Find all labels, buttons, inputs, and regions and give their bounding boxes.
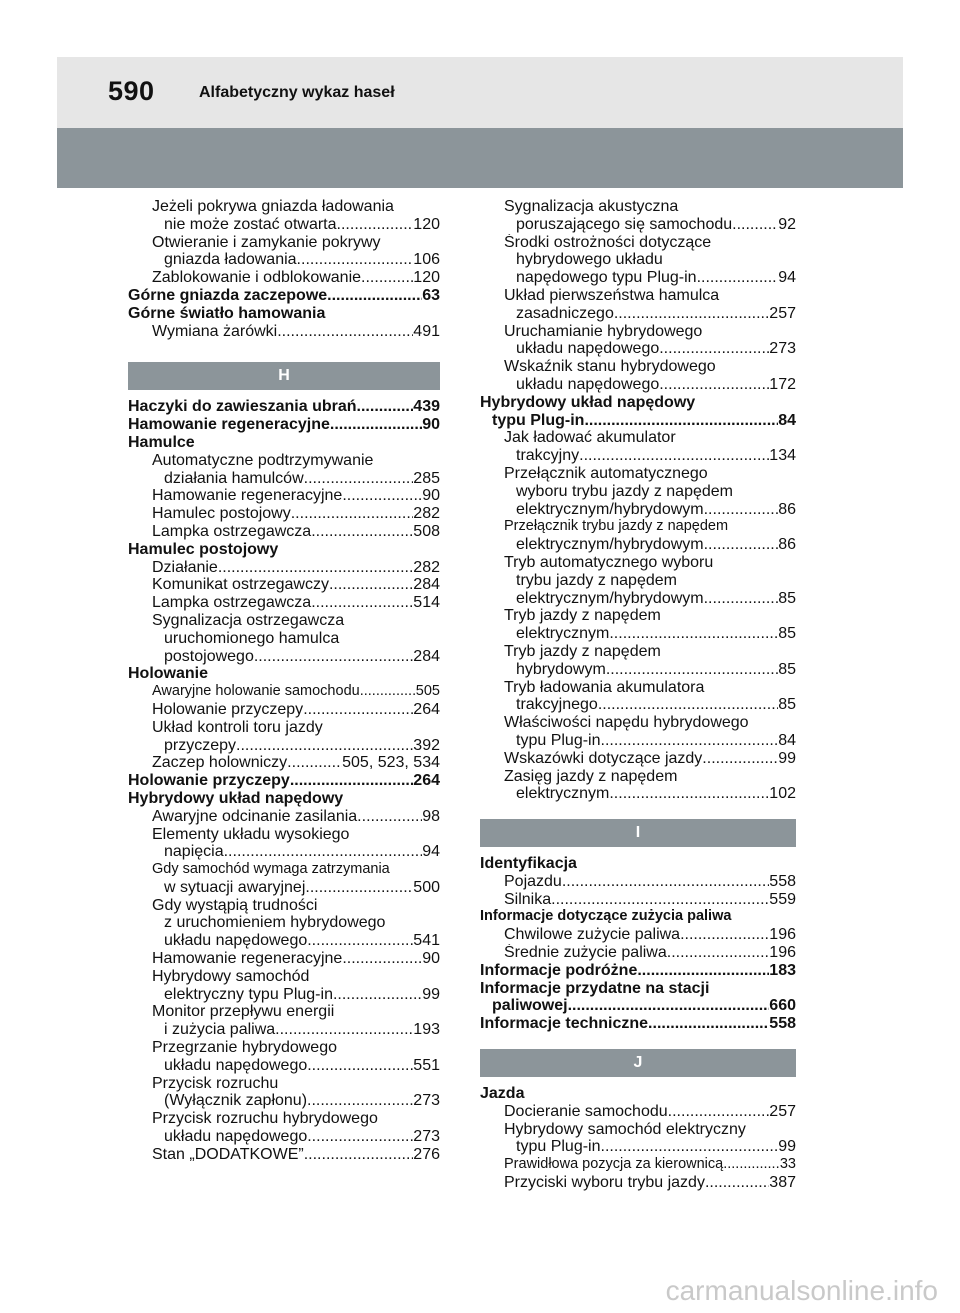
page-ref: 264 [413, 772, 440, 790]
index-entry[interactable]: Silnika ..... 559 [480, 891, 796, 909]
index-entry[interactable]: Prawidłowa pozycja za kierownicą ..... 33 [480, 1156, 796, 1174]
index-entry-text: Przełącznik automatycznego [504, 464, 708, 482]
page-ref: 273 [769, 340, 796, 358]
page-ref: 134 [769, 447, 796, 465]
page-ref: 193 [413, 1021, 440, 1039]
index-entry-text: Jeżeli pokrywa gniazda ładowania [152, 198, 394, 215]
index-entry[interactable]: gniazda ładowania ..... 106 [128, 251, 440, 269]
index-heading: Górne światło hamowania [128, 304, 326, 322]
page-ref: 85 [778, 660, 796, 678]
index-entry[interactable]: Działanie ..... 282 [128, 559, 440, 577]
index-entry-text: Jak ładować akumulator [504, 429, 676, 447]
page-ref: 558 [769, 1015, 796, 1033]
index-entry[interactable]: Wymiana żarówki ..... 491 [128, 323, 440, 341]
index-entry[interactable]: Komunikat ostrzegawczy ..... 284 [128, 576, 440, 594]
index-entry[interactable]: napędowego typu Plug-in ..... 94 [480, 269, 796, 287]
page-ref: 94 [422, 843, 440, 861]
page-ref: 84 [778, 731, 796, 749]
index-entry[interactable]: Hamulec postojowy ..... 282 [128, 505, 440, 523]
page-ref: 276 [413, 1145, 440, 1163]
page-ref: 92 [778, 215, 796, 233]
index-entry[interactable]: elektrycznym/hybrydowym ..... 85 [480, 590, 796, 608]
index-entry[interactable]: układu napędowego ..... 551 [128, 1057, 440, 1075]
index-heading: Hybrydowy układ napędowy [480, 393, 696, 411]
index-entry[interactable]: hybrydowym ..... 85 [480, 661, 796, 679]
index-entry[interactable]: Awaryjne odcinanie zasilania ..... 98 [128, 808, 440, 826]
page-ref: 257 [769, 1102, 796, 1120]
index-entry[interactable]: Hamowanie regeneracyjne ..... 90 [128, 950, 440, 968]
index-entry[interactable]: działania hamulców ..... 285 [128, 470, 440, 488]
index-entry[interactable]: Średnie zużycie paliwa ..... 196 [480, 944, 796, 962]
index-entry[interactable]: Docieranie samochodu ..... 257 [480, 1103, 796, 1121]
index-entry-text: Otwieranie i zamykanie pokrywy [152, 233, 381, 251]
page-ref: 273 [413, 1092, 440, 1110]
page-ref: 282 [413, 558, 440, 576]
index-entry-text: Elementy układu wysokiego [152, 825, 350, 843]
index-heading-entry[interactable]: Holowanie przyczepy ..... 264 [128, 772, 440, 790]
index-heading: Hamulec postojowy [128, 540, 279, 558]
page-ref: 90 [422, 487, 440, 505]
page-ref: 257 [769, 304, 796, 322]
page-ref: 84 [778, 411, 796, 429]
page-ref: 94 [778, 269, 796, 287]
index-entry[interactable]: w sytuacji awaryjnej ..... 500 [128, 879, 440, 897]
page-ref: 392 [413, 736, 440, 754]
page-ref: 102 [769, 785, 796, 803]
index-column-left [128, 198, 440, 1164]
section-letter-i: I [480, 819, 796, 847]
index-entry[interactable]: Awaryjne holowanie samochodu ..... 505 [128, 683, 440, 701]
page-ref: 85 [778, 589, 796, 607]
index-heading: Jazda [480, 1085, 525, 1103]
page-ref: 90 [422, 950, 440, 968]
index-heading: Informacje dotyczące zużycia paliwa [480, 908, 732, 925]
index-entry-text: Hybrydowy samochód [152, 967, 310, 985]
index-entry[interactable]: układu napędowego ..... 541 [128, 932, 440, 950]
index-heading: Hybrydowy układ napędowy [128, 789, 344, 807]
section-letter-h: H [128, 362, 440, 390]
index-entry-text: Przełącznik trybu jazdy z napędem [504, 518, 729, 535]
index-heading-entry[interactable]: Informacje techniczne ..... 558 [480, 1015, 796, 1033]
index-entry[interactable]: Przyciski wyboru trybu jazdy ..... 387 [480, 1174, 796, 1192]
page-ref: 86 [778, 500, 796, 518]
index-entry[interactable]: Hamowanie regeneracyjne ..... 90 [128, 487, 440, 505]
index-entry-text: Gdy wystąpią trudności [152, 896, 318, 914]
page-ref: 106 [413, 251, 440, 269]
index-entry[interactable]: Holowanie przyczepy ..... 264 [128, 701, 440, 719]
page-ref: 196 [769, 926, 796, 944]
page-ref: 558 [769, 872, 796, 890]
page-ref: 196 [769, 944, 796, 962]
index-entry[interactable]: układu napędowego ..... 273 [480, 340, 796, 358]
page-ref: 264 [413, 700, 440, 718]
index-entry-text: Tryb ładowania akumulatora [504, 678, 705, 696]
index-entry[interactable]: Wskazówki dotyczące jazdy ..... 99 [480, 750, 796, 768]
index-heading: Holowanie [128, 665, 209, 683]
index-heading: Identyfikacja [480, 855, 577, 873]
index-entry-text: Sygnalizacja ostrzegawcza [152, 611, 345, 629]
page-ref: 86 [778, 536, 796, 554]
page-ref: 505, 523, 534 [342, 754, 440, 772]
page-ref: 387 [769, 1174, 796, 1192]
index-entry-text: uruchomionego hamulca [164, 629, 340, 647]
index-entry[interactable]: typu Plug-in ..... 84 [480, 732, 796, 750]
index-entry-text: hybrydowego układu [516, 251, 663, 269]
index-entry[interactable]: elektrycznym ..... 85 [480, 625, 796, 643]
index-entry[interactable]: Chwilowe zużycie paliwa ..... 196 [480, 926, 796, 944]
index-entry[interactable]: elektrycznym ..... 102 [480, 785, 796, 803]
page-ref: 63 [422, 286, 440, 304]
index-entry-text: Układ kontroli toru jazdy [152, 718, 323, 736]
index-entry-text: Układ pierwszeństwa hamulca [504, 286, 720, 304]
index-heading-entry[interactable]: paliwowej ..... 660 [480, 997, 796, 1015]
page-ref: 439 [413, 398, 440, 416]
index-entry[interactable]: układu napędowego ..... 172 [480, 376, 796, 394]
page-ref: 99 [778, 1138, 796, 1156]
index-heading: Hamulce [128, 433, 195, 451]
page-ref: 172 [769, 375, 796, 393]
page-ref: 285 [413, 469, 440, 487]
index-entry[interactable]: przyczepy ..... 392 [128, 737, 440, 755]
index-entry[interactable]: układu napędowego ..... 273 [128, 1128, 440, 1146]
running-title: Alfabetyczny wykaz haseł [199, 84, 395, 101]
index-entry-text: Tryb jazdy z napędem [504, 642, 661, 660]
index-entry[interactable]: trakcyjny ..... 134 [480, 447, 796, 465]
index-entry-text: Środki ostrożności dotyczące [504, 233, 712, 251]
page-ref: 99 [778, 749, 796, 767]
index-heading-entry[interactable]: Informacje podróżne ..... 183 [480, 962, 796, 980]
page-ref: 90 [422, 416, 440, 434]
index-entry-text: Hybrydowy samochód elektryczny [504, 1120, 746, 1138]
index-heading-entry[interactable]: Hamowanie regeneracyjne ..... 90 [128, 416, 440, 434]
page-ref: 505 [415, 683, 440, 700]
header-band [57, 57, 903, 128]
index-entry-text: Automatyczne podtrzymywanie [152, 451, 374, 469]
index-entry-text: Przegrzanie hybrydowego [152, 1039, 337, 1057]
page-ref: 99 [422, 985, 440, 1003]
index-entry-text: Monitor przepływu energii [152, 1003, 335, 1021]
index-entry[interactable]: typu Plug-in ..... 99 [480, 1138, 796, 1156]
index-heading: Informacje przydatne na stacji [480, 979, 710, 997]
page-ref: 514 [413, 594, 440, 612]
page-ref: 282 [413, 505, 440, 523]
index-heading-entry[interactable]: Górne gniazda zaczepowe ..... 63 [128, 287, 440, 305]
page-ref: 98 [422, 807, 440, 825]
page-ref: 33 [779, 1156, 796, 1173]
index-entry-text: Przycisk rozruchu [152, 1074, 279, 1092]
index-entry[interactable]: Pojazdu ..... 558 [480, 873, 796, 891]
page-number: 590 [108, 76, 155, 106]
index-entry-text: trybu jazdy z napędem [516, 571, 677, 589]
index-entry-text: Tryb jazdy z napędem [504, 607, 661, 625]
index-entry-text: wyboru trybu jazdy z napędem [516, 482, 733, 500]
index-entry[interactable]: Stan „DODATKOWE” ..... 276 [128, 1146, 440, 1164]
page-ref: 120 [413, 269, 440, 287]
index-column-right [480, 198, 796, 1192]
page-ref: 551 [413, 1056, 440, 1074]
index-entry[interactable]: Zaczep holowniczy ..... 505, 523, 534 [128, 754, 440, 772]
index-entry-text: Przycisk rozruchu hybrydowego [152, 1110, 378, 1128]
index-heading-entry[interactable]: typu Plug-in ..... 84 [480, 412, 796, 430]
index-entry-text: Tryb automatycznego wyboru [504, 553, 714, 571]
index-entry-text: Sygnalizacja akustyczna [504, 198, 679, 215]
index-entry[interactable]: i zużycia paliwa ..... 193 [128, 1021, 440, 1039]
index-entry-text: Właściwości napędu hybrydowego [504, 714, 749, 732]
index-entry[interactable]: poruszającego się samochodu ..... 92 [480, 216, 796, 234]
index-entry[interactable]: trakcyjnego ..... 85 [480, 696, 796, 714]
page-ref: 660 [769, 997, 796, 1015]
index-entry[interactable]: postojowego ..... 284 [128, 648, 440, 666]
page-ref: 85 [778, 696, 796, 714]
index-entry[interactable]: elektryczny typu Plug-in ..... 99 [128, 986, 440, 1004]
index-entry-text: Gdy samochód wymaga zatrzymania [152, 861, 390, 878]
page-ref: 120 [413, 215, 440, 233]
index-entry[interactable]: zasadniczego ..... 257 [480, 305, 796, 323]
index-entry-text: Uruchamianie hybrydowego [504, 322, 703, 340]
watermark: carmanualsonline.info [665, 1275, 938, 1306]
header-grey-band [57, 128, 903, 188]
page-ref: 284 [413, 647, 440, 665]
index-entry[interactable]: elektrycznym/hybrydowym ..... 86 [480, 501, 796, 519]
section-letter-j: J [480, 1049, 796, 1077]
index-entry[interactable]: (Wyłącznik zapłonu) ..... 273 [128, 1092, 440, 1110]
index-entry[interactable]: Zablokowanie i odblokowanie ..... 120 [128, 269, 440, 287]
page-ref: 491 [413, 322, 440, 340]
index-entry-text: z uruchomieniem hybrydowego [164, 914, 386, 932]
index-heading-entry[interactable]: Haczyki do zawieszania ubrań ..... 439 [128, 398, 440, 416]
index-entry[interactable]: Lampka ostrzegawcza ..... 514 [128, 594, 440, 612]
index-entry[interactable]: elektrycznym/hybrydowym ..... 86 [480, 536, 796, 554]
page-ref: 273 [413, 1128, 440, 1146]
page-ref: 508 [413, 522, 440, 540]
page-ref: 559 [769, 890, 796, 908]
page-ref: 500 [413, 878, 440, 896]
page-ref: 183 [769, 961, 796, 979]
index-entry-text: Zasięg jazdy z napędem [504, 767, 678, 785]
index-entry[interactable]: nie może zostać otwarta ..... 120 [128, 216, 440, 234]
page-ref: 284 [413, 576, 440, 594]
page-ref: 85 [778, 625, 796, 643]
index-entry[interactable]: Lampka ostrzegawcza ..... 508 [128, 523, 440, 541]
page-ref: 541 [413, 932, 440, 950]
index-entry-text: Wskaźnik stanu hybrydowego [504, 358, 716, 376]
index-entry[interactable]: napięcia ..... 94 [128, 843, 440, 861]
